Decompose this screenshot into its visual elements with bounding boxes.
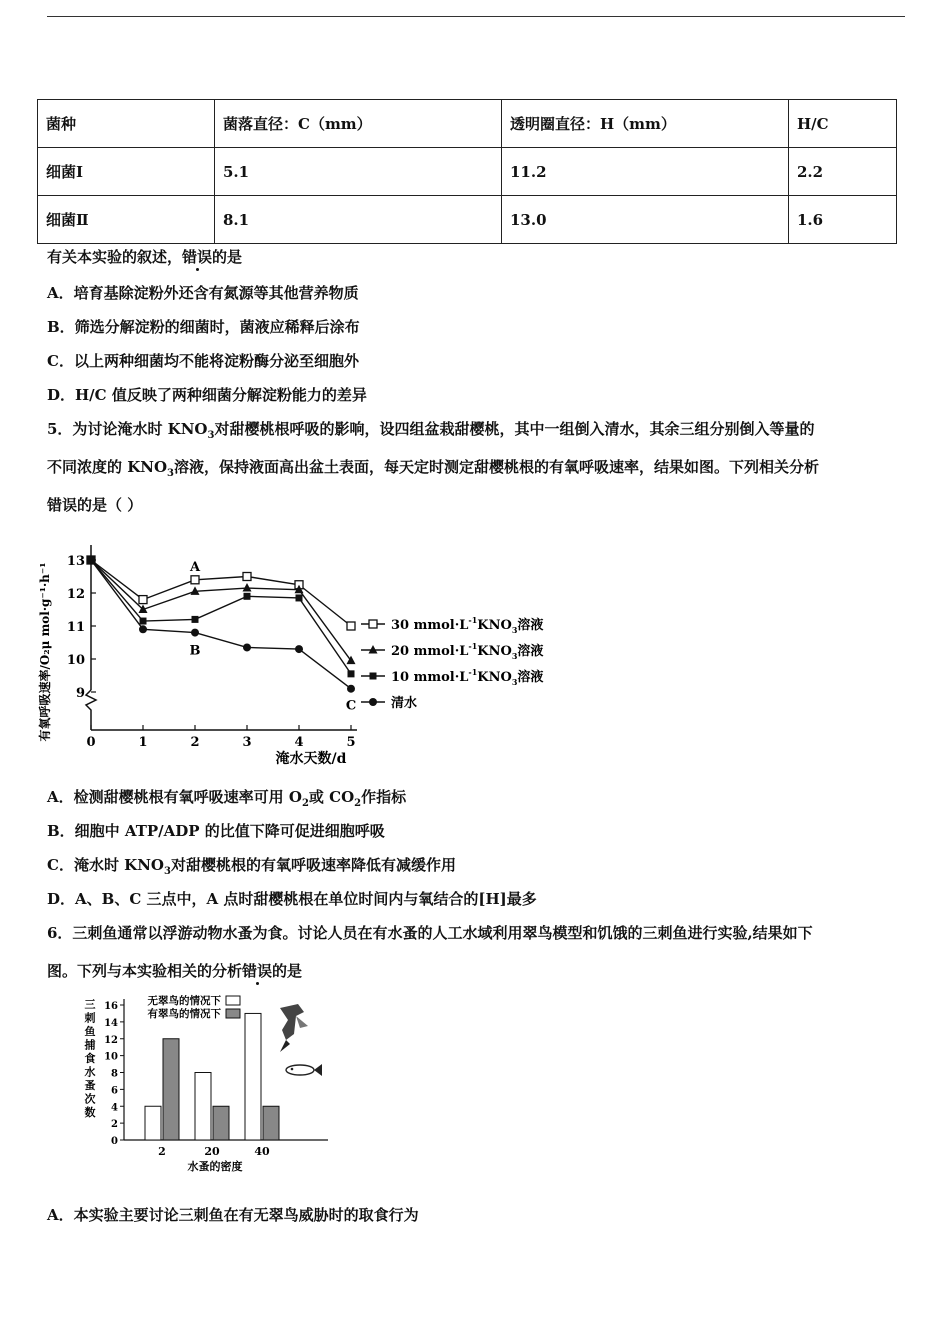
legend-label: 无翠鸟的情况下 (147, 995, 221, 1007)
data-point (191, 576, 199, 584)
data-point (243, 583, 252, 592)
emphasis-mark: 错误 (242, 962, 273, 980)
bar (213, 1106, 229, 1140)
series-line (91, 560, 351, 661)
y-tick-label: 16 (104, 1001, 118, 1012)
data-point (87, 556, 95, 564)
legend-label: 30 $mmol\cdot L^{-1}KNO_3$溶液 (391, 615, 544, 635)
table-cell: 5.1 (215, 148, 502, 196)
q5-option-c: C．淹水时 $KNO_3$对甜樱桃根的有氧呼吸速率降低有减缓作用 (47, 856, 456, 877)
q6-stem-line2: 图。下列与本实验相关的分析错误的是 (47, 962, 303, 980)
kingfisher-icon (280, 1004, 308, 1052)
legend-label: 20 $mmol\cdot L^{-1}KNO_3$溶液 (391, 641, 544, 661)
table-cell: 11.2 (502, 148, 789, 196)
series-line (91, 560, 351, 689)
table-cell: 13.0 (502, 196, 789, 244)
y-tick-label: 10 (104, 1051, 118, 1063)
legend-label: 10 $mmol\cdot L^{-1}KNO_3$溶液 (391, 667, 544, 687)
legend-marker (370, 673, 377, 680)
y-axis-label: 三刺鱼捕食水蚤次数 (84, 998, 96, 1119)
table-header-cell: H/C (789, 100, 897, 148)
x-tick-label: 4 (294, 735, 304, 750)
bar (245, 1013, 261, 1140)
q5-option-b: B．细胞中 ATP/ADP 的比值下降可促进细胞呼吸 (47, 822, 385, 840)
y-tick-label: 0 (111, 1136, 118, 1147)
y-tick-label: 10 (66, 653, 85, 668)
data-point (243, 643, 251, 651)
legend-marker (369, 645, 378, 654)
data-point (139, 625, 147, 633)
data-point (191, 629, 199, 637)
q4-stem: 有关本实验的叙述，错误的是 (47, 248, 243, 266)
data-point (296, 594, 303, 601)
data-point (192, 616, 199, 623)
q5-option-d: D．A、B、C 三点中，A 点时甜樱桃根在单位时间内与氧结合的[H]最多 (47, 890, 537, 908)
q4-option-d: D．H/C 值反映了两种细菌分解淀粉能力的差异 (47, 386, 367, 404)
data-point (347, 685, 355, 693)
q6-option-a: A．本实验主要讨论三刺鱼在有无翠鸟威胁时的取食行为 (47, 1206, 419, 1224)
x-tick-label: 2 (190, 735, 200, 750)
legend-label: 有翠鸟的情况下 (147, 1008, 221, 1020)
q5-option-a: A．检测甜樱桃根有氧呼吸速率可用 $O_2$或 $CO_2$作指标 (47, 788, 407, 809)
point-annotation: B (189, 643, 201, 659)
bar (145, 1106, 161, 1140)
y-tick-label: 2 (111, 1119, 118, 1131)
bacteria-table (37, 99, 897, 244)
x-tick-label: 20 (204, 1145, 220, 1158)
x-tick-label: 5 (346, 735, 356, 750)
bar (195, 1073, 211, 1141)
data-point (243, 573, 251, 581)
x-tick-label: 1 (138, 735, 148, 750)
table-header-cell: 透明圈直径：H（mm） (502, 100, 789, 148)
axis-break (86, 690, 96, 730)
y-tick-label: 13 (66, 554, 85, 569)
data-point (348, 670, 355, 677)
table-cell: 细菌Ⅰ (38, 148, 215, 196)
bar (263, 1106, 279, 1140)
data-point (295, 645, 303, 653)
y-tick-label: 11 (66, 620, 85, 635)
table-cell: 8.1 (215, 196, 502, 244)
y-axis-label: 有氧呼吸速率/O₂μ mol·g⁻¹·h⁻¹ (38, 562, 52, 742)
x-axis-label: 淹水天数/d (275, 751, 347, 767)
respiration-line-chart (36, 520, 576, 770)
q5-stem-line2: 不同浓度的 $KNO_3$溶液，保持液面高出盆土表面，每天定时测定甜樱桃根的有氧呼吸速率，结果如图。下列相关分析 (47, 458, 820, 479)
x-tick-label: 2 (158, 1145, 166, 1158)
q4-option-a: A．培育基除淀粉外还含有氮源等其他营养物质 (47, 284, 359, 302)
table-header-cell: 菌落直径：C（mm） (215, 100, 502, 148)
q5-stem-line1: 5．为讨论淹水时 $KNO_3$对甜樱桃根呼吸的影响，设四组盆栽甜樱桃，其中一组倒入清水，其余三组分别倒入等量的 (47, 420, 815, 441)
table-header-row (38, 100, 897, 148)
x-tick-label: 40 (254, 1145, 270, 1158)
y-tick-label: 12 (104, 1034, 118, 1046)
data-point (347, 622, 355, 630)
data-point (244, 593, 251, 600)
legend-swatch (226, 1009, 240, 1018)
q6-stem-line1: 6．三刺鱼通常以浮游动物水蚤为食。讨论人员在有水蚤的人工水域利用翠鸟模型和饥饿的三刺鱼进行实验,结果如下 (47, 924, 813, 942)
x-tick-label: 3 (242, 735, 252, 750)
q4-option-c: C．以上两种细菌均不能将淀粉酶分泌至细胞外 (47, 352, 359, 370)
bar (163, 1039, 179, 1140)
fish-icon (286, 1064, 322, 1076)
series-line (91, 560, 351, 674)
legend-marker (369, 698, 377, 706)
legend-marker (369, 620, 377, 628)
table-cell: 1.6 (789, 196, 897, 244)
legend-label: 清水 (391, 696, 418, 711)
table-cell: 2.2 (789, 148, 897, 196)
x-tick-label: 0 (86, 735, 96, 750)
y-tick-label: 4 (111, 1102, 118, 1114)
table-header-cell: 菌种 (38, 100, 215, 148)
table-row (38, 148, 897, 196)
data-point (139, 596, 147, 604)
y-tick-label: 6 (111, 1085, 118, 1097)
x-axis-label: 水蚤的密度 (187, 1160, 243, 1173)
point-annotation: A (189, 559, 201, 575)
data-point (140, 618, 147, 625)
table-cell: 细菌Ⅱ (38, 196, 215, 244)
q5-stem-line3: 错误的是（ ） (47, 496, 143, 514)
y-tick-label: 12 (66, 587, 85, 602)
y-tick-label: 14 (104, 1017, 118, 1029)
header-rule (47, 16, 905, 17)
y-tick-label: 8 (111, 1068, 118, 1080)
predation-bar-chart (78, 990, 378, 1180)
point-annotation: C (345, 698, 357, 714)
q4-option-b: B．筛选分解淀粉的细菌时，菌液应稀释后涂布 (47, 318, 360, 336)
table-row (38, 196, 897, 244)
legend-swatch (226, 996, 240, 1005)
y-tick-label: 9 (75, 686, 85, 701)
emphasis-mark: 错误 (182, 248, 213, 266)
